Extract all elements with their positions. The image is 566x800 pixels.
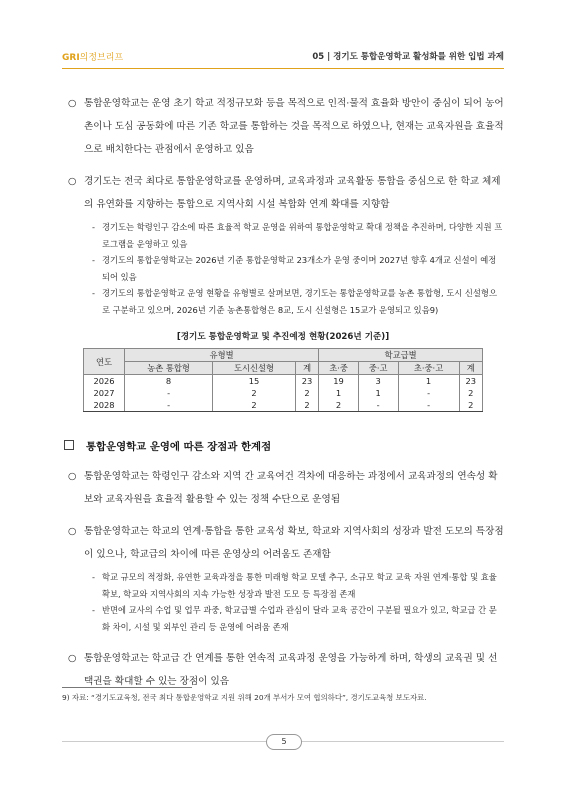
sub-item-text: 경기도의 통합운영학교는 2026년 기준 통합운영학교 23개소가 운영 중이며 2027년 향후 4개교 신설이 예정되어 있음	[102, 255, 497, 282]
subheader-urban: 도시신설형	[213, 362, 296, 375]
header-title: 05 | 경기도 통합운영학교 활성화를 위한 입법 과제	[312, 52, 504, 62]
paragraph-text: 통합운영학교는 운영 초기 학교 적정규모화 등을 목적으로 인적·물적 효율화 방안이 중심이 되어 농어촌이나 도심 공동화에 따른 기존 학교를 통합하는 것을 목적으로 하였으나, 현재는 교육자원을 효율적으로 배치한다는 관점에서 운영하고 있음	[84, 98, 504, 155]
table-cell: 2	[319, 399, 359, 412]
subheader-total: 계	[295, 362, 318, 375]
table-cell: 3	[358, 375, 398, 388]
table-cell: 2027	[84, 387, 125, 399]
page-number: 5	[266, 734, 302, 750]
subheader-rural: 농촌 통합형	[125, 362, 213, 375]
sub-item	[62, 569, 504, 602]
sub-item	[62, 219, 504, 252]
circle-bullet-icon: ○	[68, 471, 77, 482]
circle-bullet-icon: ○	[68, 653, 77, 664]
table-cell: 2	[213, 387, 296, 399]
header-divider	[62, 68, 504, 69]
paragraph-2	[62, 170, 504, 216]
sub-item-text: 경기도의 통합운영학교 운영 현황을 유형별로 살펴보면, 경기도는 통합운영학교를 농촌 통합형, 도시 신설형으로 구분하고 있으며, 2026년 기준 농촌통합형은 8교, 도시 신설형은 15교가 운영되고 있음9)	[102, 288, 497, 315]
table-row	[84, 375, 483, 388]
circle-bullet-icon: ○	[68, 98, 77, 109]
paragraph-4	[62, 520, 504, 566]
page-header	[62, 48, 504, 66]
footnote: 9) 자료: “경기도교육청, 전국 최다 통합운영학교 지원 위해 20개 부서가 모여 협의하다”, 경기도교육청 보도자료.	[62, 693, 427, 702]
subheader-elem-mid: 초·중	[319, 362, 359, 375]
sub-item-text: 학교 규모의 적정화, 유연한 교육과정을 통한 미래형 학교 모델 추구, 소규모 학교 교육 자원 연계·통합 및 효율 확보, 학교와 지역사회의 지속 가능한 성장과 발전 도모 등 특장점 존재	[102, 572, 497, 599]
sub-item	[62, 252, 504, 285]
brand-main: GRI	[62, 53, 80, 63]
table-cell: 23	[295, 375, 318, 388]
table-cell: 2	[213, 399, 296, 412]
dash-bullet-icon: -	[92, 572, 95, 582]
paragraph-text: 통합운영학교는 학령인구 감소와 지역 간 교육여건 격차에 대응하는 과정에서 교육과정의 연속성 확보와 교육자원을 효율적 활용할 수 있는 정책 수단으로 운영됨	[84, 471, 498, 505]
schools-table	[83, 348, 483, 412]
paragraph-3	[62, 465, 504, 511]
table-cell: -	[125, 399, 213, 412]
table-cell: 2	[295, 387, 318, 399]
table-row	[84, 399, 483, 412]
table-cell: 19	[319, 375, 359, 388]
table-cell: -	[125, 387, 213, 399]
paragraph-text: 경기도는 전국 최다로 통합운영학교를 운영하며, 교육과정과 교육활동 통합을 중심으로 한 학교 체제의 유연화를 지향하는 통합으로 지역사회 시설 복합화 연계 확대를 지향함	[84, 176, 501, 210]
table-cell: 1	[358, 387, 398, 399]
subheader-elem-mid-high: 초·중·고	[398, 362, 459, 375]
table-cell: 8	[125, 375, 213, 388]
header-year: 연도	[84, 349, 125, 375]
table-cell: 1	[319, 387, 359, 399]
main-content	[62, 92, 504, 702]
sub-item	[62, 285, 504, 318]
table-cell: -	[398, 387, 459, 399]
sub-list-2	[62, 569, 504, 635]
table-cell: 2	[459, 399, 482, 412]
section-title: 통합운영학교 운영에 따른 장점과 한계점	[86, 441, 272, 453]
section-heading	[62, 438, 504, 453]
sub-list-1	[62, 219, 504, 318]
table-row	[84, 387, 483, 399]
dash-bullet-icon: -	[92, 605, 95, 615]
circle-bullet-icon: ○	[68, 176, 77, 187]
table-title: [경기도 통합운영학교 및 추진예정 현황(2026년 기준)]	[176, 332, 390, 342]
footnote-divider	[62, 687, 192, 688]
circle-bullet-icon: ○	[68, 526, 77, 537]
header-type: 유형별	[125, 349, 319, 362]
header-level: 학교급별	[319, 349, 483, 362]
subheader-level-total: 계	[459, 362, 482, 375]
table-cell: -	[398, 399, 459, 412]
paragraph-text: 통합운영학교는 학교급 간 연계를 통한 연속적 교육과정 운영을 가능하게 하며, 학생의 교육권 및 선택권을 확대할 수 있는 장점이 있음	[84, 653, 498, 687]
dash-bullet-icon: -	[92, 222, 95, 232]
table-cell: 2	[295, 399, 318, 412]
sub-item-text: 반면에 교사의 수업 및 업무 과중, 학교급별 수업과 관심이 달라 교육 공간이 구분될 필요가 있고, 학교급 간 문화 차이, 시설 및 외부인 관리 등 운영에 어려움 존재	[102, 605, 497, 632]
table-cell: -	[358, 399, 398, 412]
dash-bullet-icon: -	[92, 255, 95, 265]
table-cell: 2028	[84, 399, 125, 412]
paragraph-1	[62, 92, 504, 161]
brand-logo	[62, 50, 123, 63]
dash-bullet-icon: -	[92, 288, 95, 298]
table-cell: 2026	[84, 375, 125, 388]
table-cell: 1	[398, 375, 459, 388]
square-bullet-icon	[64, 440, 74, 450]
sub-item-text: 경기도는 학령인구 감소에 따른 효율적 학교 운영을 위하여 통합운영학교 확대 정책을 추진하며, 다양한 지원 프로그램을 운영하고 있음	[102, 222, 503, 249]
sub-item	[62, 602, 504, 635]
table-cell: 23	[459, 375, 482, 388]
table-cell: 15	[213, 375, 296, 388]
table-cell: 2	[459, 387, 482, 399]
paragraph-text: 통합운영학교는 학교의 연계·통합을 통한 교육성 확보, 학교와 지역사회의 성장과 발전 도모의 특장점이 있으나, 학교급의 차이에 따른 운영상의 어려움도 존재함	[84, 526, 504, 560]
brand-sub: 의정브리프	[79, 53, 124, 63]
subheader-mid-high: 중·고	[358, 362, 398, 375]
